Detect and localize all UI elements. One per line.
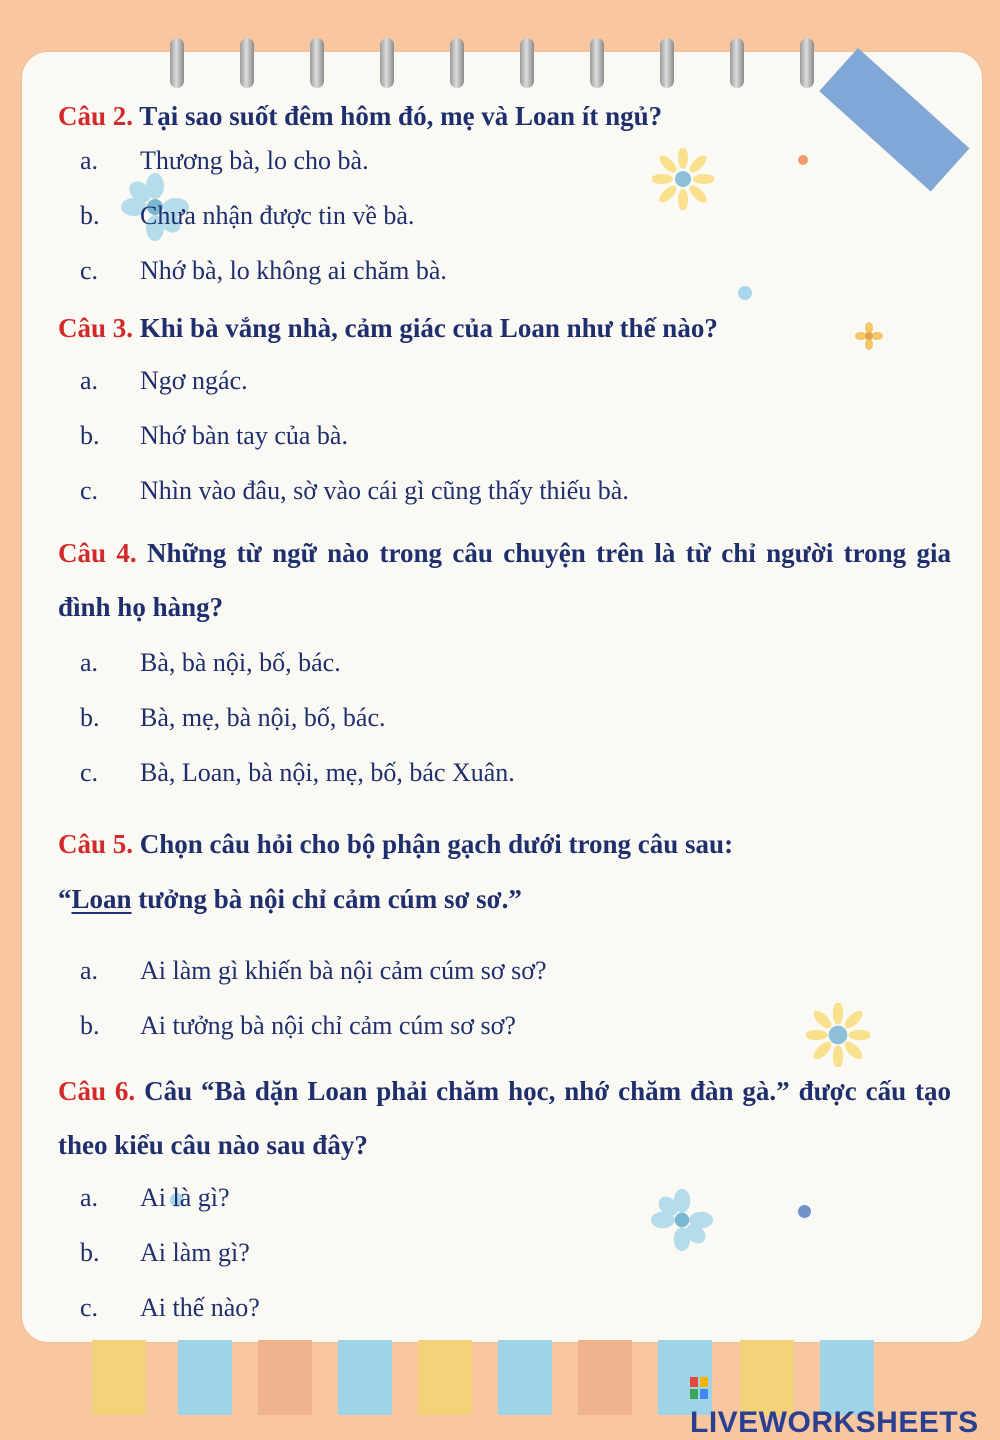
underlined-subject: Loan [71, 884, 132, 914]
flower-icon [806, 1003, 870, 1067]
answer-option[interactable]: a. Ai làm gì khiến bà nội cảm cúm sơ sơ? [80, 956, 547, 985]
answer-option[interactable]: c. Nhìn vào đâu, sờ vào cái gì cũng thấy thiếu bà. [80, 476, 629, 505]
answer-option[interactable]: b. Nhớ bàn tay của bà. [80, 421, 348, 450]
answer-option[interactable]: b. Chưa nhận được tin về bà. [80, 201, 415, 230]
decor-dot [798, 155, 808, 165]
answer-option[interactable]: a. Ngơ ngác. [80, 366, 248, 395]
answer-option[interactable]: b. Ai tưởng bà nội chỉ cảm cúm sơ sơ? [80, 1011, 516, 1040]
question-text: Tại sao suốt đêm hôm đó, mẹ và Loan ít ngủ? [139, 101, 663, 131]
question-text: Chọn câu hỏi cho bộ phận gạch dưới trong câu sau: [139, 829, 734, 859]
flower-icon [652, 148, 714, 210]
liveworksheets-logo [690, 1372, 1000, 1439]
question-text: Những từ ngữ nào trong câu chuyện trên là từ chỉ người trong gia đình họ hàng? [58, 538, 952, 622]
answer-option[interactable]: c. Nhớ bà, lo không ai chăm bà. [80, 256, 447, 285]
answer-option[interactable]: b. Ai làm gì? [80, 1238, 250, 1267]
question-number: Câu 6. [58, 1076, 136, 1106]
watermark-text: LIVEWORKSHEETS [690, 1406, 979, 1439]
quoted-sentence: “Loan tưởng bà nội chỉ cảm cúm sơ sơ.” [58, 884, 522, 914]
question-3-heading [58, 313, 951, 344]
question-6-heading [58, 1064, 951, 1172]
question-4-heading [58, 526, 951, 634]
answer-option[interactable]: a. Thương bà, lo cho bà. [80, 146, 369, 175]
answer-option[interactable]: a. Ai là gì? [80, 1183, 230, 1212]
flower-icon [650, 1188, 714, 1252]
answer-option[interactable]: c. Ai thế nào? [80, 1293, 260, 1322]
answer-option[interactable]: b. Bà, mẹ, bà nội, bố, bác. [80, 703, 386, 732]
question-number: Câu 5. [58, 829, 134, 859]
answer-option[interactable]: a. Bà, bà nội, bố, bác. [80, 648, 341, 677]
question-text: Câu “Bà dặn Loan phải chăm học, nhớ chăm đàn gà.” được cấu tạo theo kiểu câu nào sau đây? [58, 1076, 952, 1160]
question-5-heading [58, 829, 951, 860]
decor-dot [798, 1205, 811, 1218]
question-number: Câu 3. [58, 313, 134, 343]
question-number: Câu 4. [58, 538, 137, 568]
question-text: Khi bà vắng nhà, cảm giác của Loan như thế nào? [139, 313, 718, 343]
question-number: Câu 2. [58, 101, 134, 131]
decor-dot [738, 286, 752, 300]
liveworksheets-icon [690, 1377, 710, 1401]
answer-option[interactable]: c. Bà, Loan, bà nội, mẹ, bố, bác Xuân. [80, 758, 515, 787]
question-2-heading [58, 101, 951, 132]
